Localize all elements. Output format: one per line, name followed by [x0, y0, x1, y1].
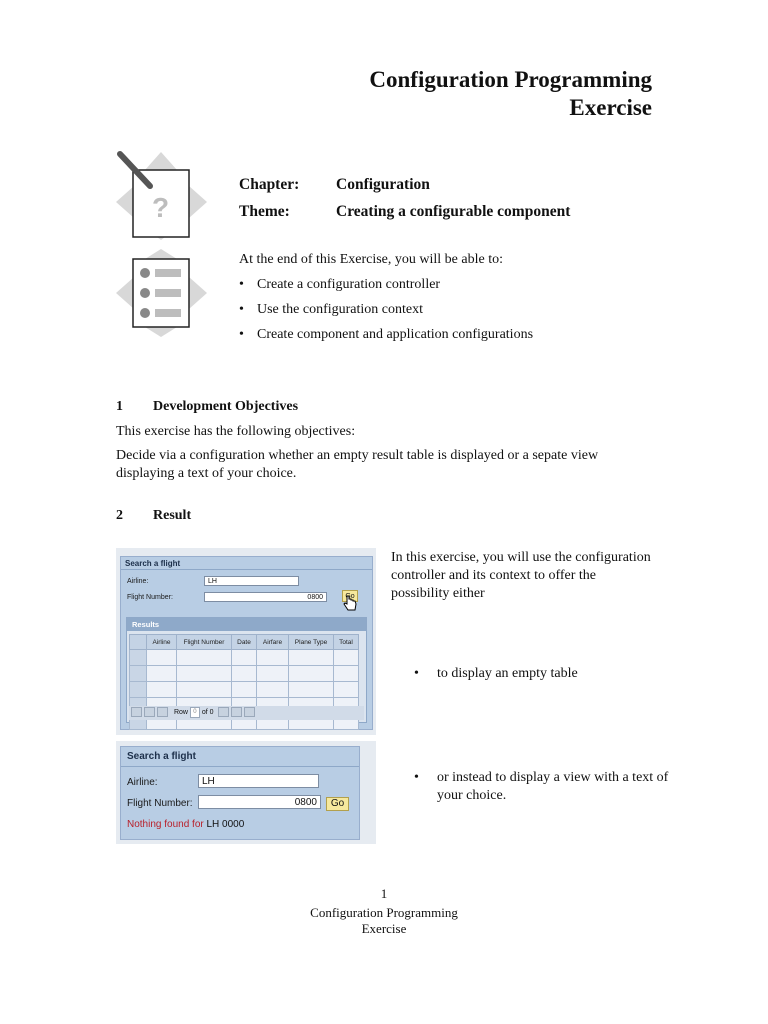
flight-number-input[interactable]: 0800	[204, 592, 327, 602]
section-1-paragraph: Decide via a configuration whether an empty result table is displayed or a sepate view displaying a text of your choice.	[116, 448, 599, 481]
prev-page-button[interactable]	[144, 707, 155, 717]
go-button[interactable]: Go	[342, 590, 358, 602]
footer-line-1: Configuration Programming	[310, 905, 458, 920]
table-row	[130, 650, 359, 666]
column-header[interactable]: Total	[334, 635, 359, 650]
result-bullet: • or instead to display a view with a text of your choice.	[414, 770, 669, 803]
page-number: 1	[380, 886, 388, 901]
airline-input[interactable]: LH	[204, 576, 299, 586]
table-row	[130, 682, 359, 698]
last-page-button[interactable]	[244, 707, 255, 717]
message-value: LH 0000	[206, 819, 245, 830]
section-1-number: 1	[116, 399, 123, 414]
intro-bullet: • Create component and application configurations	[239, 327, 534, 342]
airline-label: Airline:	[127, 777, 158, 788]
flight-number-label: Flight Number:	[127, 798, 193, 809]
screenshot-text-view	[116, 741, 376, 844]
hand-cursor-icon	[343, 595, 357, 611]
intro-bullet: • Use the configuration context	[239, 302, 424, 317]
svg-text:?: ?	[152, 192, 170, 223]
results-panel	[126, 617, 367, 723]
row-count: of 0	[201, 709, 214, 716]
message-prefix: Nothing found for	[127, 819, 204, 830]
table-selector-header	[130, 635, 147, 650]
theme-value: Creating a configurable component	[336, 203, 571, 220]
intro-bullet: • Create a configuration controller	[239, 277, 441, 292]
prev-row-button[interactable]	[157, 707, 168, 717]
theme-label: Theme:	[239, 203, 290, 220]
results-title: Results	[127, 618, 366, 631]
document-title	[369, 66, 652, 122]
footer-line-2: Exercise	[361, 921, 407, 936]
panel-title: Search a flight	[125, 559, 181, 568]
status-message	[127, 819, 244, 830]
column-header[interactable]: Plane Type	[289, 635, 334, 650]
section-2-number: 2	[116, 508, 123, 523]
chapter-value: Configuration	[336, 176, 430, 193]
search-panel	[120, 556, 373, 730]
search-panel	[120, 746, 360, 840]
footer-title	[0, 905, 768, 937]
section-2-paragraph: In this exercise, you will use the configuration controller and its context to offer the possibility either	[391, 550, 651, 601]
column-header[interactable]: Flight Number	[177, 635, 232, 650]
screenshot-empty-table	[116, 548, 376, 735]
next-row-button[interactable]	[218, 707, 229, 717]
column-header[interactable]: Airline	[147, 635, 177, 650]
first-page-button[interactable]	[131, 707, 142, 717]
flight-number-label: Flight Number:	[127, 594, 173, 601]
section-1-heading: Development Objectives	[153, 399, 299, 414]
section-1-paragraph: This exercise has the following objectives:	[116, 424, 356, 439]
pencil-question-icon	[114, 148, 209, 248]
airline-label: Airline:	[127, 578, 149, 585]
airline-input[interactable]: LH	[198, 774, 319, 788]
go-button[interactable]: Go	[326, 797, 349, 811]
bullet-list-icon	[114, 247, 209, 344]
table-navigation	[129, 706, 364, 720]
flight-number-input[interactable]: 0800	[198, 795, 321, 809]
column-header[interactable]: Date	[232, 635, 257, 650]
intro-lead: At the end of this Exercise, you will be able to:	[239, 252, 503, 267]
title-line-2: Exercise	[569, 95, 652, 120]
result-bullet: • to display an empty table	[414, 666, 578, 681]
section-2-heading: Result	[153, 508, 192, 523]
next-page-button[interactable]	[231, 707, 242, 717]
table-row	[130, 666, 359, 682]
column-header[interactable]: Airfare	[257, 635, 289, 650]
chapter-label: Chapter:	[239, 176, 300, 193]
row-label: Row	[173, 709, 188, 716]
row-input[interactable]: 0	[190, 707, 200, 718]
title-line-1: Configuration Programming	[369, 67, 652, 92]
panel-title: Search a flight	[127, 751, 196, 762]
